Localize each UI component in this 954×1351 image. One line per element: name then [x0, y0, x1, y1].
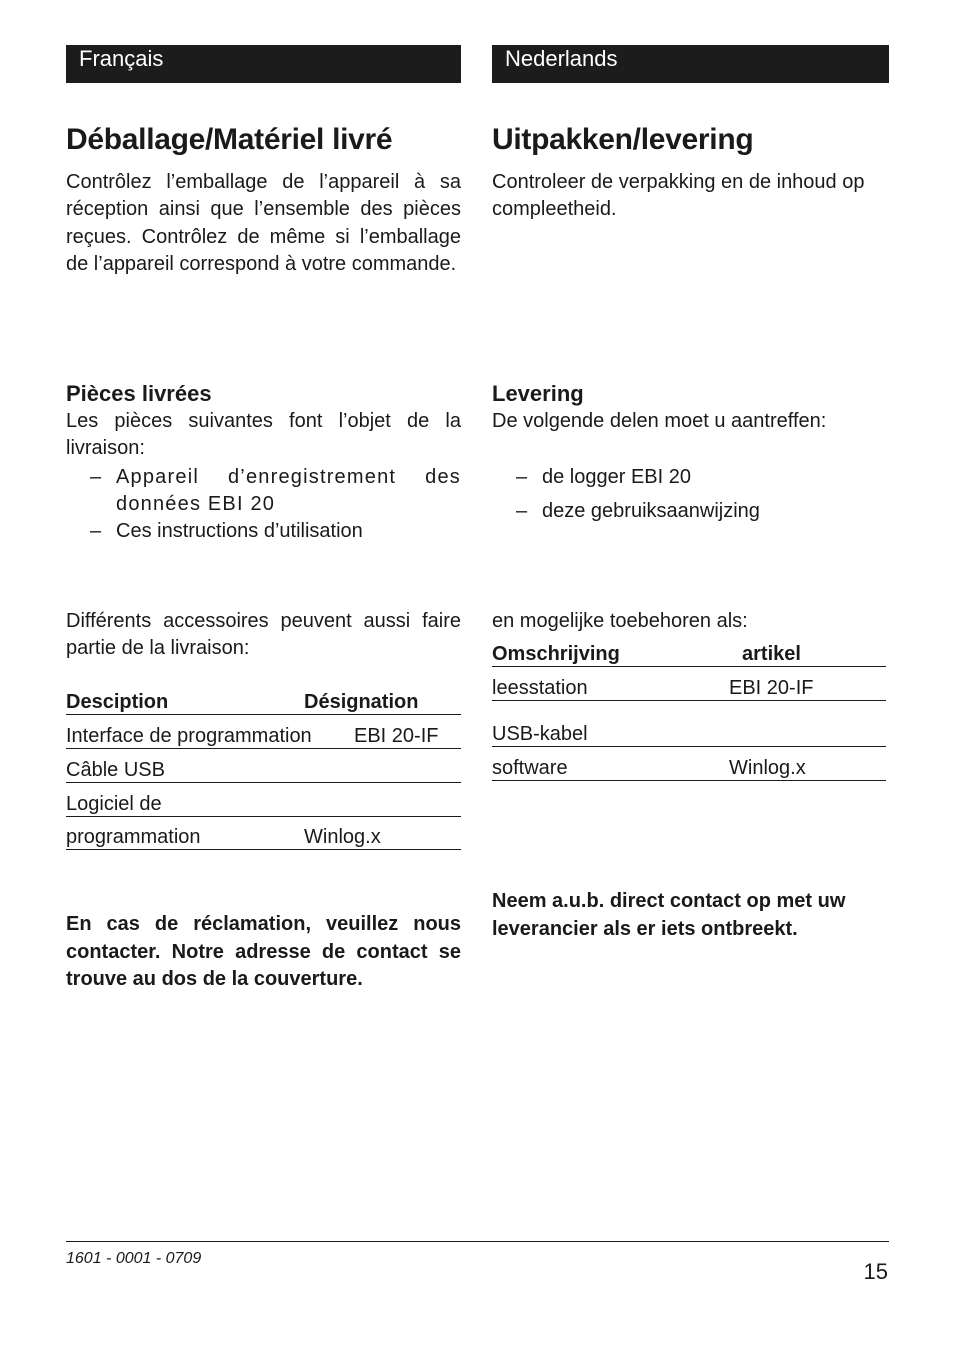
dash-bullet: – — [516, 500, 528, 522]
list-item: – de logger EBI 20 — [516, 464, 889, 491]
parts-intro-french: Les pièces suivantes font l’objet de la livraison: — [66, 410, 461, 460]
intro-paragraph-french: Contrôlez l’emballage de l’appareil à sa réception ainsi que l’ensemble des pièces reçues. Contrôlez de même si l’emballage de l’appareil correspond à votre commande. — [66, 171, 461, 276]
table-row: Logiciel de — [66, 792, 461, 817]
footer-divider — [66, 1241, 889, 1242]
parts-intro-dutch: De volgende delen moet u aantreffen: — [492, 410, 827, 432]
document-code: 1601 - 0001 - 0709 — [66, 1250, 202, 1267]
dash-bullet: – — [516, 466, 528, 488]
parts-heading-dutch: Levering — [492, 381, 584, 406]
accessories-intro-french: Différents accessoires peuvent aussi faire partie de la livraison: — [66, 610, 461, 660]
parts-list-french — [90, 464, 461, 545]
page-number: 15 — [863, 1259, 888, 1284]
table-row: leesstation EBI 20-IF — [492, 676, 886, 701]
accessories-intro-dutch: en mogelijke toebehoren als: — [492, 610, 748, 632]
parts-list-dutch — [516, 464, 889, 525]
list-item: – deze gebruiksaanwijzing — [516, 498, 889, 525]
dash-bullet: – — [90, 466, 102, 488]
table-header: Omschrijving artikel — [492, 642, 886, 667]
table-header: Desciption Désignation — [66, 690, 461, 715]
table-row: Interface de programmation EBI 20-IF — [66, 724, 461, 749]
table-row: programmation Winlog.x — [66, 825, 461, 850]
list-item: – Ces instructions d’utilisation — [90, 518, 461, 545]
table-row: software Winlog.x — [492, 756, 886, 781]
parts-heading-french: Pièces livrées — [66, 381, 212, 406]
language-bar-french: Français — [66, 45, 461, 83]
list-item: – Appareil d’enregistrement des données EBI 20 — [90, 464, 461, 518]
table-row: Câble USB — [66, 758, 461, 783]
section-title-dutch: Uitpakken/levering — [492, 123, 754, 156]
section-title-french: Déballage/Matériel livré — [66, 123, 393, 156]
contact-note-dutch: Neem a.u.b. direct contact op met uw leverancier als er iets ontbreekt. — [492, 890, 846, 940]
language-bar-dutch: Nederlands — [492, 45, 889, 83]
contact-note-french: En cas de réclamation, veuillez nous contacter. Notre adresse de contact se trouve au dos de la couverture. — [66, 913, 461, 990]
table-row: USB-kabel — [492, 722, 886, 747]
dash-bullet: – — [90, 520, 102, 542]
intro-paragraph-dutch: Controleer de verpakking en de inhoud op compleetheid. — [492, 171, 865, 221]
